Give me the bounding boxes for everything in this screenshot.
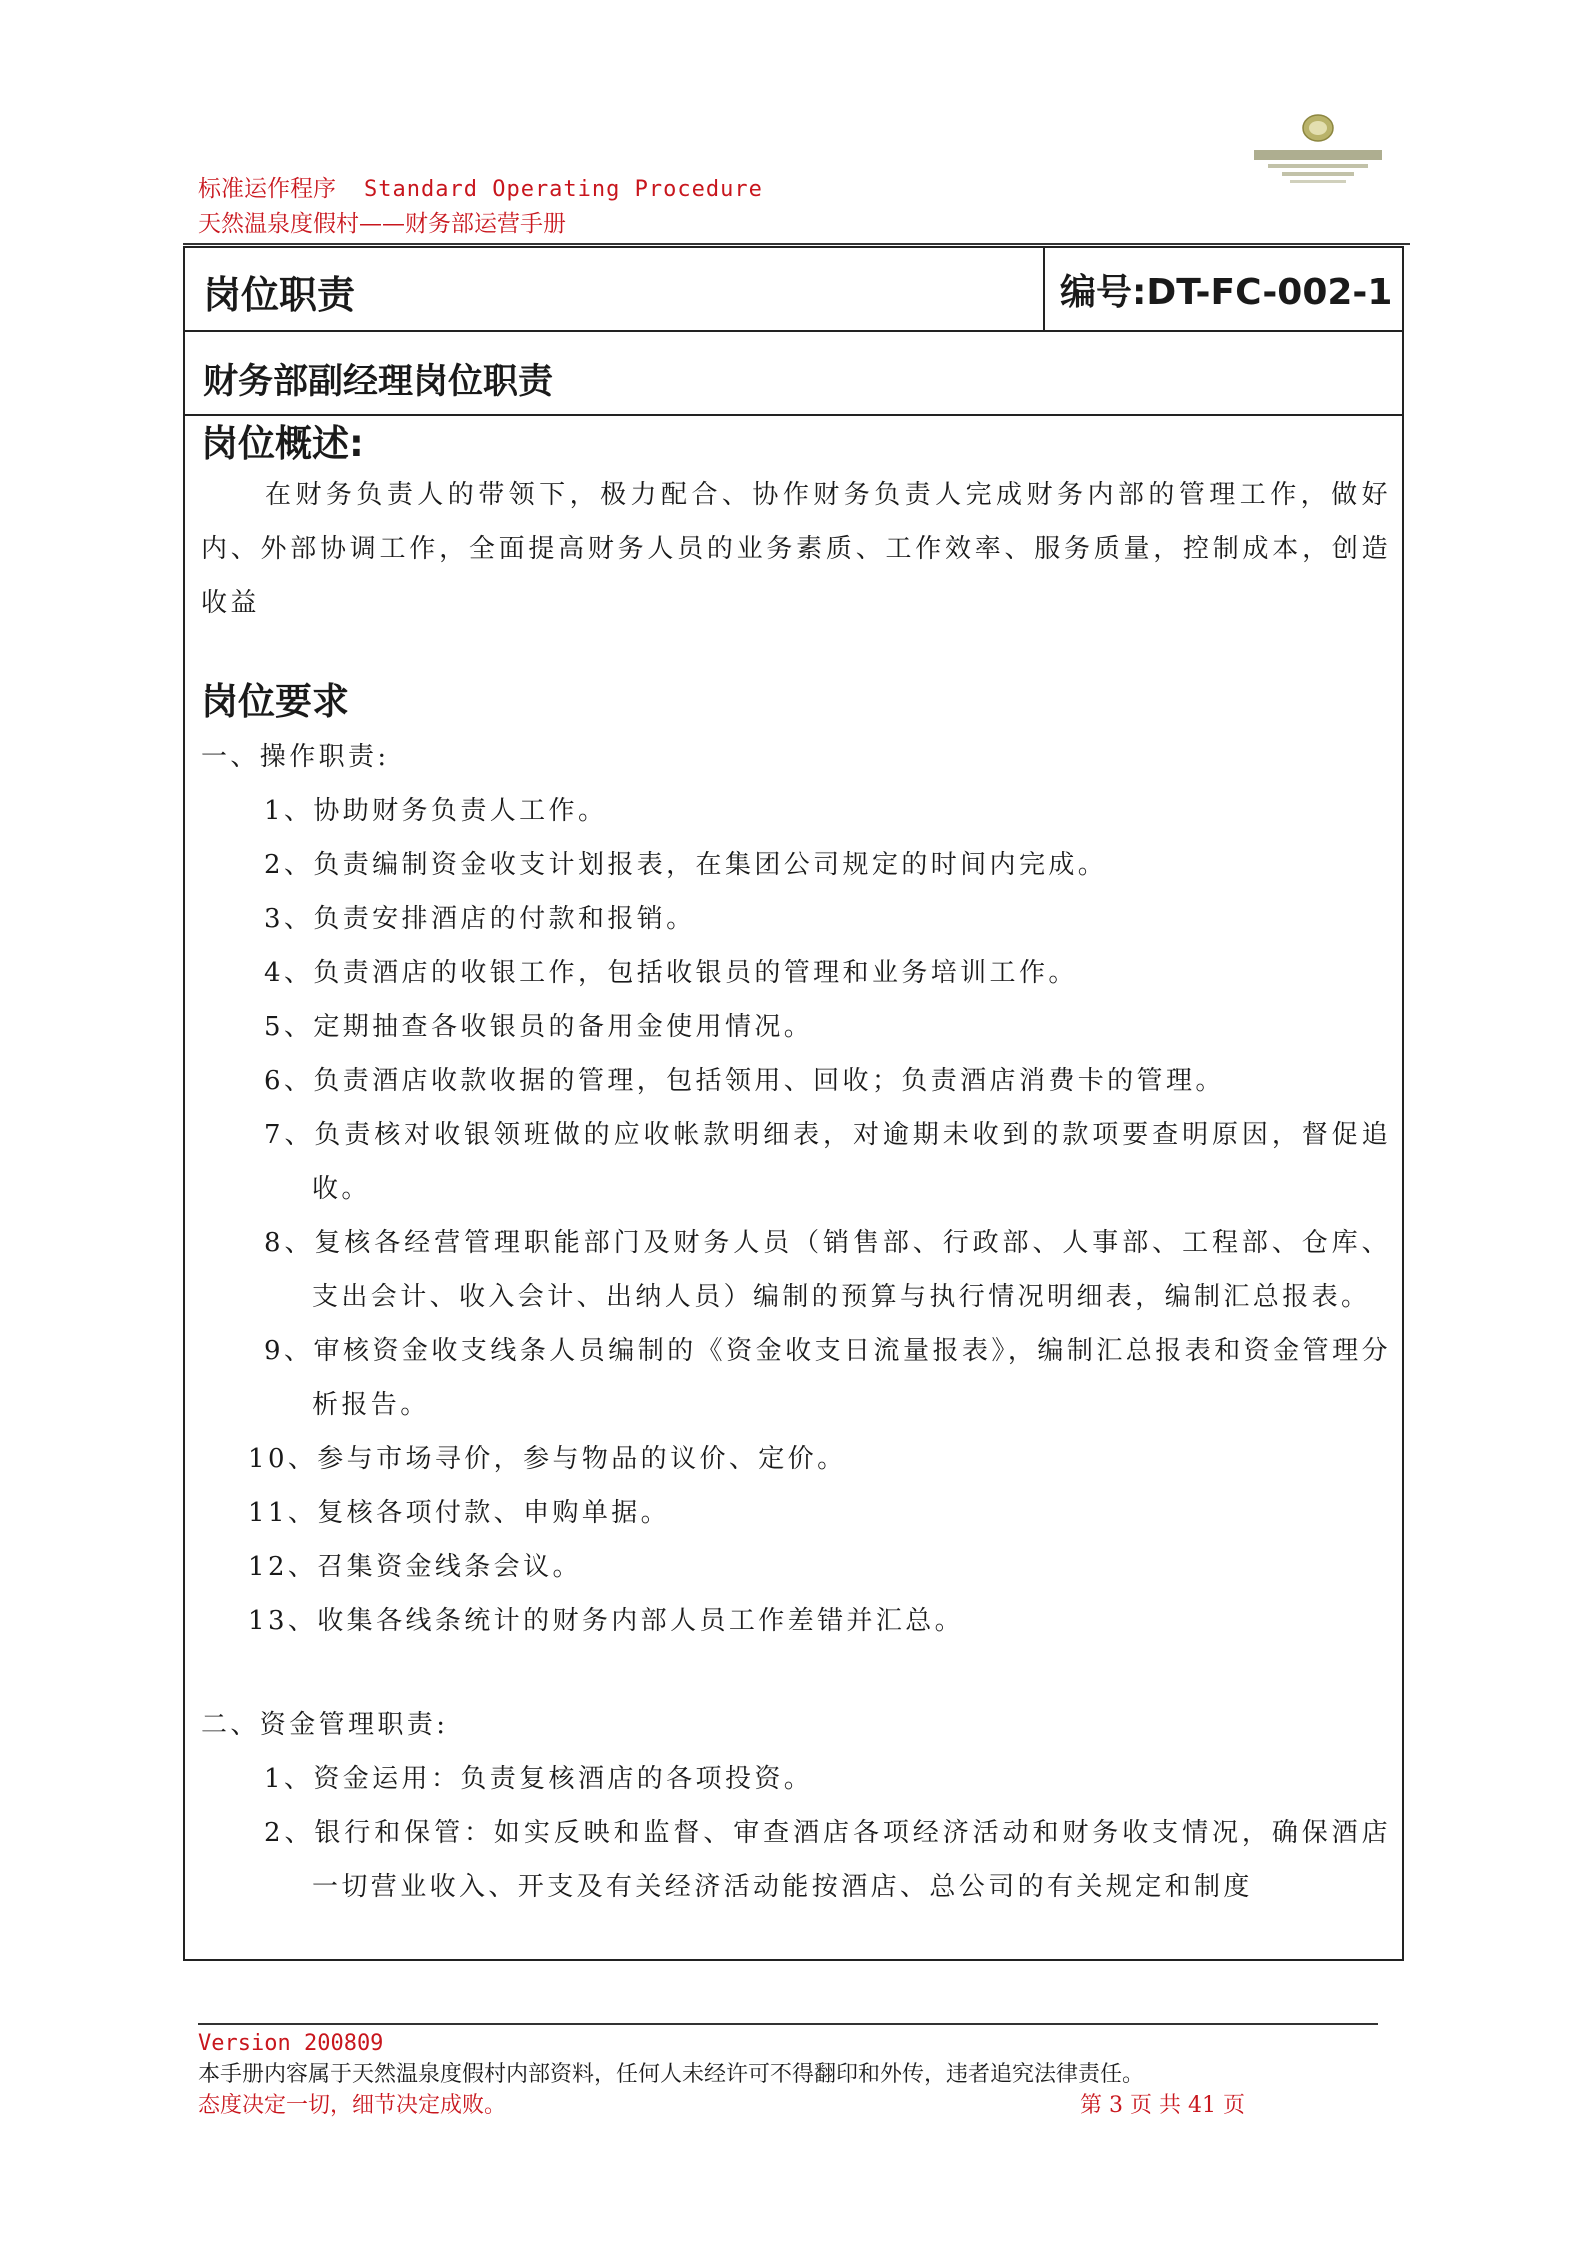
list-item: 7、负责核对收银领班做的应收帐款明细表，对逾期未收到的款项要查明原因，督促追收。 <box>264 1120 1391 1204</box>
doc-title: 财务部副经理岗位职责 <box>203 362 554 402</box>
header-rule <box>183 243 1410 245</box>
list-item: 3、负责安排酒店的付款和报销。 <box>264 904 696 934</box>
list-item: 12、召集资金线条会议。 <box>248 1552 582 1582</box>
list-item: 9、审核资金收支线条人员编制的《资金收支日流量报表》，编制汇总报表和资金管理分析报告。 <box>264 1336 1391 1420</box>
version-label: Version 200809 <box>198 2031 384 2056</box>
confidential-notice: 本手册内容属于天然温泉度假村内部资料，任何人未经许可不得翻印和外传，违者追究法律责任。 <box>198 2062 1145 2087</box>
overview-heading: 岗位概述: <box>201 422 364 465</box>
list-item: 1、协助财务负责人工作。 <box>264 796 608 826</box>
document-frame <box>183 246 1404 1961</box>
list-item: 2、银行和保管：如实反映和监督、审查酒店各项经济活动和财务收支情况，确保酒店一切营业收入、开支及有关经济活动能按酒店、总公司的有关规定和制度 <box>264 1818 1391 1902</box>
requirements-heading: 岗位要求 <box>201 680 349 723</box>
section-funds-title: 二、资金管理职责: <box>201 1710 449 1740</box>
header-subtitle: 天然温泉度假村——财务部运营手册 <box>198 211 566 237</box>
list-item: 4、负责酒店的收银工作，包括收银员的管理和业务培训工作。 <box>264 958 1078 988</box>
list-item: 1、资金运用：负责复核酒店的各项投资。 <box>264 1764 814 1794</box>
subtitle-row <box>185 332 1402 416</box>
list-item: 2、负责编制资金收支计划报表，在集团公司规定的时间内完成。 <box>264 850 1108 880</box>
motto: 态度决定一切，细节决定成败。 <box>198 2093 507 2118</box>
footer-rule <box>198 2023 1378 2025</box>
list-item: 10、参与市场寻价，参与物品的议价、定价。 <box>248 1444 847 1474</box>
title-row <box>185 248 1402 332</box>
header-title-cn: 标准运作程序 <box>198 176 336 202</box>
resort-logo-icon <box>1248 112 1388 192</box>
doc-code: 编号:DT-FC-002-1 <box>1060 272 1393 313</box>
page-footer <box>198 2028 1298 2121</box>
section-operations-title: 一、操作职责: <box>201 742 390 772</box>
page-number: 第 3 页 共 41 页 <box>1080 2093 1245 2118</box>
list-item: 13、收集各线条统计的财务内部人员工作差错并汇总。 <box>248 1606 965 1636</box>
header-title-en: Standard Operating Procedure <box>364 177 763 202</box>
list-item: 6、负责酒店收款收据的管理，包括领用、回收；负责酒店消费卡的管理。 <box>264 1066 1225 1096</box>
page-header <box>198 172 763 241</box>
cell-divider <box>1043 248 1045 330</box>
doc-category: 岗位职责 <box>203 273 356 317</box>
document-body <box>201 420 1391 1914</box>
list-item: 11、复核各项付款、申购单据。 <box>248 1498 671 1528</box>
list-item: 8、复核各经营管理职能部门及财务人员（销售部、行政部、人事部、工程部、仓库、支出会计、收入会计、出纳人员）编制的预算与执行情况明细表，编制汇总报表。 <box>264 1228 1391 1312</box>
list-item: 5、定期抽查各收银员的备用金使用情况。 <box>264 1012 814 1042</box>
resort-logo <box>1248 112 1388 192</box>
overview-text: 在财务负责人的带领下，极力配合、协作财务负责人完成财务内部的管理工作，做好内、外部协调工作，全面提高财务人员的业务素质、工作效率、服务质量，控制成本，创造收益 <box>201 480 1391 618</box>
